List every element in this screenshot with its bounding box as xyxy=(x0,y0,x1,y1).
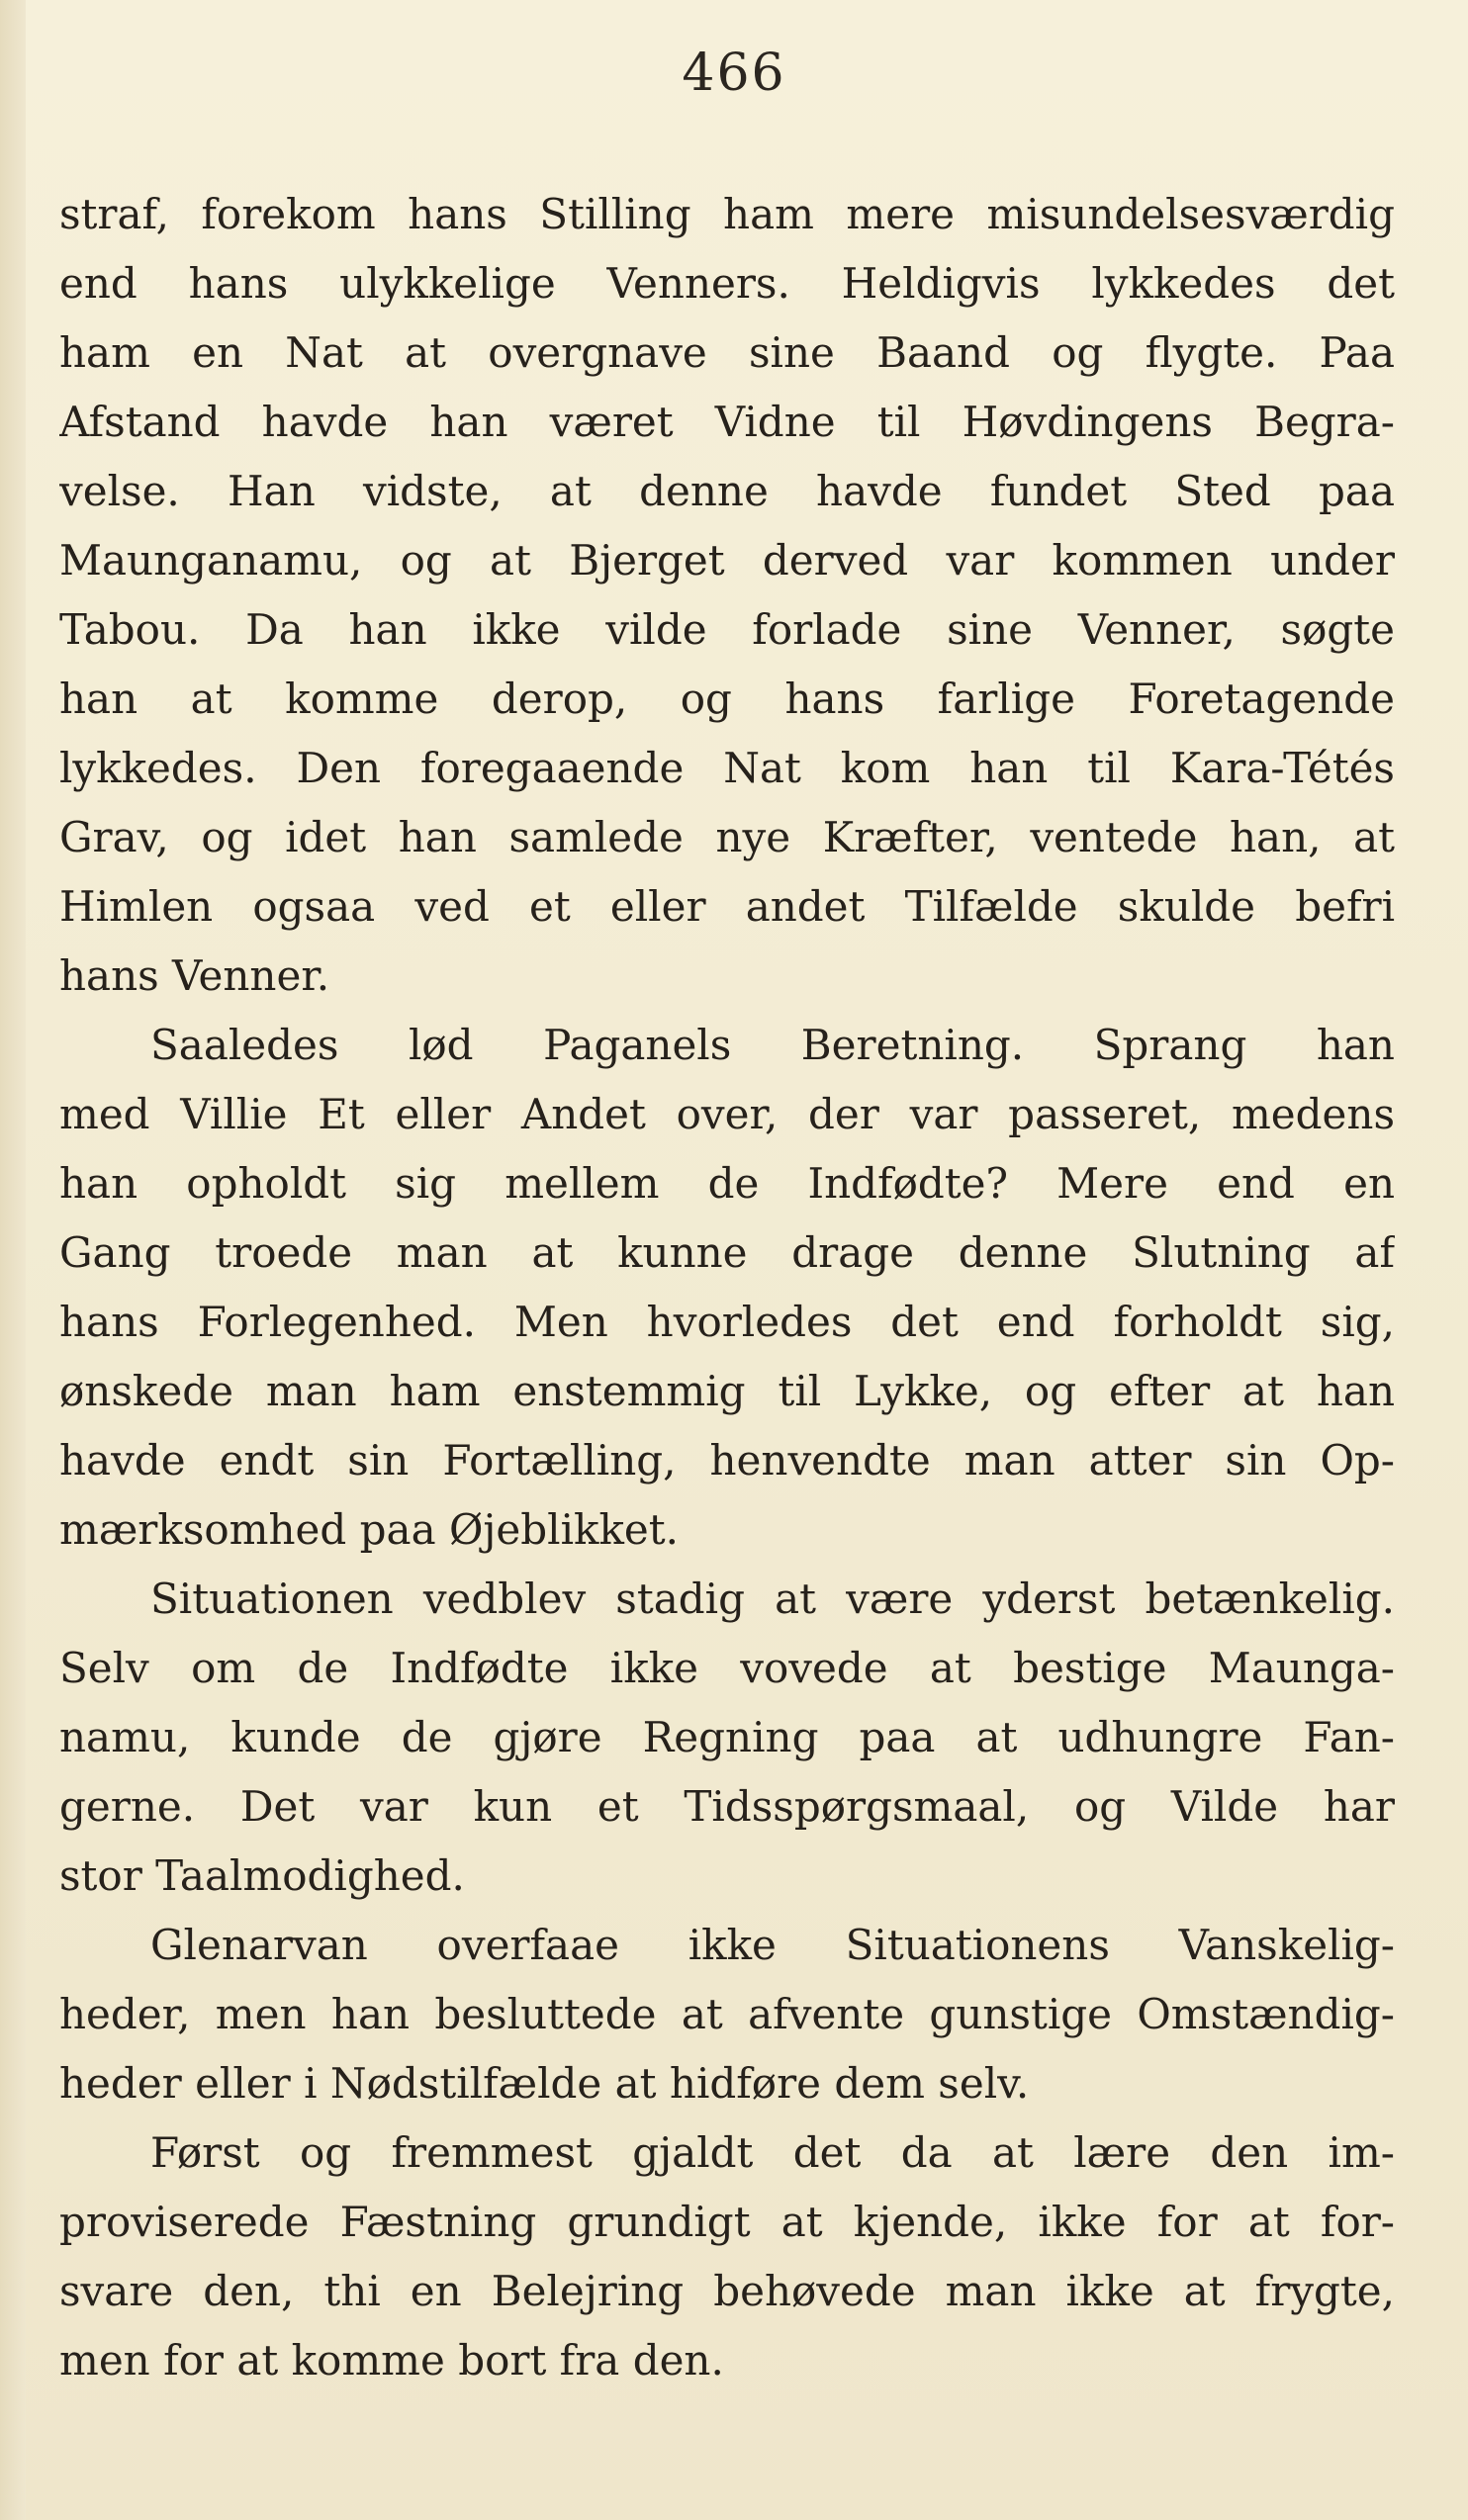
paragraph-start: Situationen vedblev stadig at være yderst betænkelig. xyxy=(150,1575,1395,1623)
text-line: Selv om de Indfødte ikke vovede at bestige Maunga- xyxy=(59,1644,1395,1692)
text-line: Afstand havde han været Vidne til Høvdingens Begra- xyxy=(59,398,1395,446)
text-line: straf, forekom hans Stilling ham mere misundelsesværdig xyxy=(59,190,1395,238)
text-line: lykkedes. Den foregaaende Nat kom han til Kara-Tétés xyxy=(59,744,1395,792)
text-line: havde endt sin Fortælling, henvendte man atter sin Op- xyxy=(59,1436,1395,1485)
text-line: ham en Nat at overgnave sine Baand og flygte. Paa xyxy=(59,328,1395,377)
paragraph-start: Saaledes lød Paganels Beretning. Sprang han xyxy=(150,1021,1395,1069)
paragraph-start: Først og fremmest gjaldt det da at lære den im- xyxy=(150,2128,1395,2177)
text-line: proviserede Fæstning grundigt at kjende, ikke for at for- xyxy=(59,2198,1395,2246)
text-line: med Villie Et eller Andet over, der var passeret, medens xyxy=(59,1090,1395,1138)
text-line: hans Forlegenhed. Men hvorledes det end forholdt sig, xyxy=(59,1298,1395,1346)
body-text xyxy=(59,180,1395,2395)
page-number: 466 xyxy=(682,44,786,103)
text-line: hans Venner. xyxy=(59,951,330,1000)
text-line: mærksomhed paa Øjeblikket. xyxy=(59,1505,680,1554)
text-line: han opholdt sig mellem de Indfødte? Mere end en xyxy=(59,1159,1395,1208)
text-line: velse. Han vidste, at denne havde fundet Sted paa xyxy=(59,467,1395,515)
paragraph-start: Glenarvan overfaae ikke Situationens Vanskelig- xyxy=(150,1921,1395,1969)
text-line: Maunganamu, og at Bjerget derved var kommen under xyxy=(59,536,1395,585)
text-line: ønskede man ham enstemmig til Lykke, og efter at han xyxy=(59,1367,1395,1415)
text-line: Gang troede man at kunne drage denne Slutning af xyxy=(59,1228,1395,1277)
text-line: svare den, thi en Belejring behøvede man ikke at frygte, xyxy=(59,2267,1395,2315)
text-line: men for at komme bort fra den. xyxy=(59,2336,724,2385)
text-line: namu, kunde de gjøre Regning paa at udhungre Fan- xyxy=(59,1713,1395,1761)
text-line: Tabou. Da han ikke vilde forlade sine Venner, søgte xyxy=(59,605,1395,654)
text-line: han at komme derop, og hans farlige Foretagende xyxy=(59,675,1395,723)
text-line: heder, men han besluttede at afvente gunstige Omstændig- xyxy=(59,1990,1395,2038)
page-spine-shadow xyxy=(0,0,26,2520)
text-line: stor Taalmodighed. xyxy=(59,1851,465,1900)
text-line: Himlen ogsaa ved et eller andet Tilfælde skulde befri xyxy=(59,882,1395,931)
text-line: heder eller i Nødstilfælde at hidføre dem selv. xyxy=(59,2059,1030,2108)
text-line: gerne. Det var kun et Tidsspørgsmaal, og Vilde har xyxy=(59,1782,1395,1831)
text-line: end hans ulykkelige Venners. Heldigvis lykkedes det xyxy=(59,259,1395,308)
text-line: Grav, og idet han samlede nye Kræfter, ventede han, at xyxy=(59,813,1395,861)
